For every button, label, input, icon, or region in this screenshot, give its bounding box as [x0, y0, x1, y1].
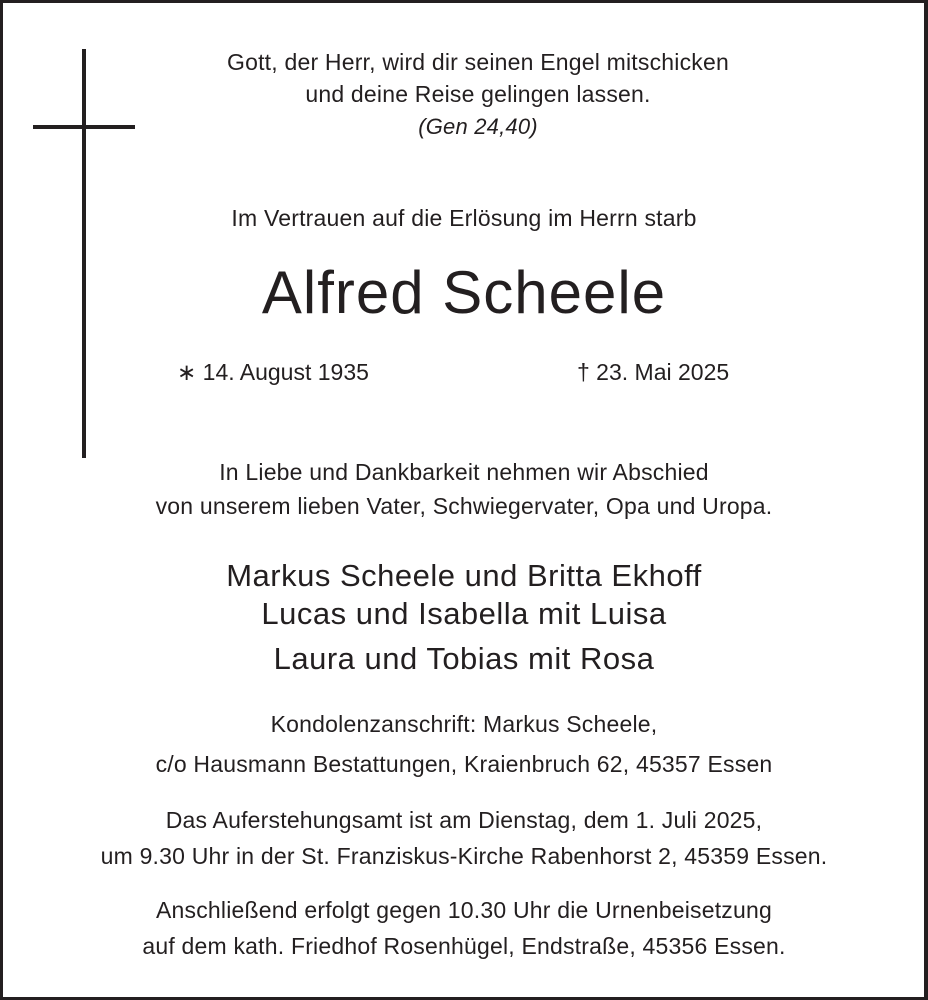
farewell-line-2: von unserem lieben Vater, Schwiegervater, Opa und Uropa. [155, 493, 773, 519]
burial-line-2: auf dem kath. Friedhof Rosenhügel, Endstraße, 45356 Essen. [142, 933, 786, 959]
intro-text: Im Vertrauen auf die Erlösung im Herrn starb [231, 205, 697, 231]
verse-line-2: und deine Reise gelingen lassen. [305, 81, 651, 107]
family-line-2: Lucas und Isabella mit Luisa [261, 596, 667, 631]
birth-date: ∗ 14. August 1935 [177, 359, 369, 385]
burial-line-1: Anschließend erfolgt gegen 10.30 Uhr die Urnenbeisetzung [156, 897, 772, 923]
farewell-line-1: In Liebe und Dankbarkeit nehmen wir Abschied [219, 459, 709, 485]
cross-vertical-bar [82, 49, 86, 458]
verse-reference: (Gen 24,40) [418, 114, 538, 139]
deceased-name: Alfred Scheele [261, 259, 667, 326]
condolence-line-2: c/o Hausmann Bestattungen, Kraienbruch 62, 45357 Essen [155, 751, 773, 777]
service-line-2: um 9.30 Uhr in der St. Franziskus-Kirche Rabenhorst 2, 45359 Essen. [100, 843, 828, 869]
verse-line-1: Gott, der Herr, wird dir seinen Engel mitschicken [227, 49, 729, 75]
family-line-3: Laura und Tobias mit Rosa [273, 641, 655, 676]
death-date: † 23. Mai 2025 [577, 359, 730, 385]
service-line-1: Das Auferstehungsamt ist am Dienstag, dem 1. Juli 2025, [165, 807, 763, 833]
condolence-line-1: Kondolenzanschrift: Markus Scheele, [270, 711, 658, 737]
family-line-1: Markus Scheele und Britta Ekhoff [226, 558, 702, 593]
